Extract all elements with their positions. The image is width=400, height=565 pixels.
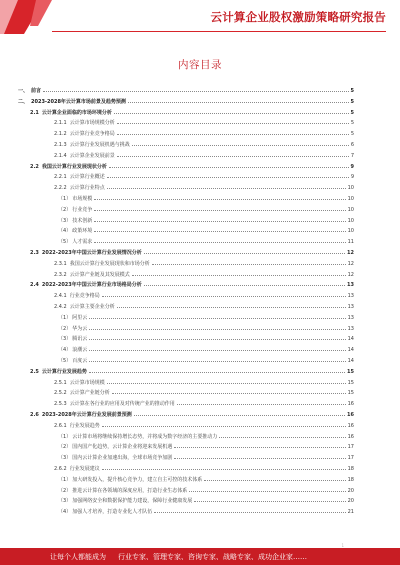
toc-entry-title: 我国云计算行业发展现状和市场分析 [69,260,150,267]
toc-entry-page: 20 [347,487,354,494]
toc-entry-page: 15 [347,368,354,375]
toc-entry-page: 13 [347,304,354,310]
toc-entry[interactable] [58,322,354,332]
toc-leader-dots [144,285,345,286]
toc-leader-dots [112,393,346,394]
toc-entry-number: 2.6.1 [54,422,67,429]
toc-entry-title: 浪潮云 [72,347,88,354]
toc-entry-title: 行业竞争格局 [69,293,100,300]
toc-entry-title: 国内国产化趋势，云计算企业将迎来发展机遇 [72,444,173,451]
toc-leader-dots [174,458,345,459]
toc-entry-title: 市场规模 [72,196,93,202]
toc-entry-title: 加强网络安全和数据保护能力建设，保障行业健康发展 [72,498,193,505]
toc-entry-number: 2.2.2 [54,185,67,192]
toc-entry-number: （3） [58,217,72,224]
toc-entry-page: 10 [347,185,354,192]
toc-entry-title: 行业发展建议 [69,466,100,472]
toc-entry-title: 阿里云 [72,314,88,321]
toc-leader-dots [102,296,346,297]
toc-entry-title: 云计算在各行业的应用及对传统产业的推动作用 [69,401,175,408]
toc-leader-dots [117,134,349,135]
page-footer [0,548,400,565]
toc-leader-dots [152,264,346,265]
toc-entry-page: 17 [347,444,354,451]
toc-entry-title: 加强人才培养，打造专业化人才队伍 [72,509,153,516]
toc-entry-title: 人才需求 [72,239,93,246]
toc-entry-title: 云计算企业发展前景 [69,152,115,159]
toc-entry-page: 12 [347,260,354,267]
toc-entry-number: 2.4.2 [54,304,67,310]
toc-entry[interactable] [58,192,354,202]
toc-entry-page: 16 [347,401,354,408]
page-header [0,0,400,34]
toc-entry-number: （2） [58,444,72,451]
toc-entry-page: 13 [347,314,354,321]
toc-entry-number: （3） [58,336,72,343]
toc-leader-dots [89,361,345,362]
toc-entry[interactable] [54,181,354,191]
toc-entry-page: 13 [347,282,354,289]
toc-leader-dots [89,339,345,340]
toc-entry-number: （4） [58,509,72,516]
toc-entry[interactable] [58,203,354,213]
toc-entry-page: 5 [350,131,354,138]
toc-entry-page: 11 [347,239,354,246]
toc-entry[interactable] [30,106,354,116]
toc-entry[interactable] [54,419,354,429]
toc-entry-number: 2.1.1 [54,120,67,127]
toc-entry[interactable] [58,224,354,234]
toc-entry-number: 2.1.3 [54,142,67,148]
toc-entry-title: 云计算市场规模分析 [69,120,115,127]
toc-entry-number: （4） [58,347,72,354]
toc-leader-dots [89,329,345,330]
toc-entry-number: 2.6 [30,412,39,418]
toc-entry-title: 百度云 [72,358,88,364]
toc-entry-title: 2022-2023年中国云计算行业发展情况分析 [41,250,142,256]
toc-entry-title: 我国云计算行业发展现状分析 [41,163,107,170]
toc-entry[interactable] [30,365,354,375]
toc-entry-page: 5 [350,120,354,127]
toc-entry-number: 2.3 [30,250,39,256]
toc-entry-title: 政策环境 [72,228,93,235]
toc-leader-dots [132,275,346,276]
toc-leader-dots [109,167,349,168]
toc-leader-dots [102,426,346,427]
toc-entry-number: （2） [58,325,72,332]
toc-entry-number: （1） [58,196,72,202]
toc-entry-number: 2.2.1 [54,174,67,181]
toc-entry[interactable] [58,354,354,364]
toc-entry-title: 技术创新 [72,217,93,224]
toc-entry-page: 6 [350,142,354,148]
toc-entry-page: 10 [347,206,354,213]
toc-entry-page: 13 [347,293,354,300]
toc-entry[interactable] [58,343,354,353]
toc-leader-dots [89,350,345,351]
toc-entry[interactable] [54,300,354,310]
toc-entry-page: 12 [347,250,354,256]
toc-entry-page: 14 [347,358,354,364]
toc-leader-dots [219,437,345,438]
toc-entry-page: 10 [347,196,354,202]
toc-entry-title: 推进云计算在各领域的深度应用，打造行业生态体系 [72,487,188,494]
toc-entry-page: 10 [347,228,354,235]
toc-entry-title: 云计算产业链及其发展模式 [69,271,130,278]
toc-entry-title: 云计算产业链分析 [69,390,110,397]
toc-entry[interactable] [54,386,354,396]
toc-entry-title: 云计算企业面临的市场环境分析 [41,109,112,116]
toc-leader-dots [89,318,345,319]
toc-entry-page: 16 [347,433,354,440]
toc-leader-dots [177,404,346,405]
toc-entry-number: （2） [58,206,72,213]
toc-leader-dots [43,91,348,92]
toc-entry-page: 16 [347,412,354,418]
toc-entry[interactable] [54,397,354,407]
toc-entry-page: 13 [347,325,354,332]
toc-leader-dots [107,188,346,189]
toc-entry-page: 14 [347,336,354,343]
toc-entry-title: 云计算市场将继续保持增长态势，并将成为数字经济的主要推动力 [72,433,218,440]
toc-entry-number: 2.1.2 [54,131,67,138]
toc-entry[interactable] [30,160,354,170]
toc-entry-page: 5 [350,109,354,116]
header-divider [52,31,386,32]
toc-entry[interactable] [58,430,354,440]
document-title: 云计算企业股权激励策略研究报告 [210,10,386,24]
toc-entry-number: 2.5.3 [54,401,67,408]
toc-entry[interactable] [30,408,354,418]
toc-entry-number: （1） [58,314,72,321]
toc-entry-title: 云计算行业发展机遇与挑战 [69,142,130,148]
toc-entry-title: 腾讯云 [72,336,88,343]
toc-leader-dots [117,307,346,308]
toc-entry-title: 行业发展趋势 [69,422,100,429]
toc-entry[interactable] [54,138,354,148]
toc-leader-dots [94,242,345,243]
toc-entry[interactable] [58,311,354,321]
toc-entry-page: 10 [347,217,354,224]
toc-heading: 内容目录 [178,59,222,71]
toc-entry[interactable] [58,235,354,245]
toc-entry[interactable] [58,484,354,494]
toc-entry[interactable] [18,84,354,94]
toc-leader-dots [94,221,345,222]
toc-entry[interactable] [54,149,354,159]
toc-entry-number: （1） [58,476,72,483]
toc-leader-dots [189,491,345,492]
toc-entry-number: 2.2 [30,163,39,170]
toc-entry-number: （5） [58,358,72,364]
toc-leader-dots [89,372,345,373]
toc-entry[interactable] [58,451,354,461]
toc-entry-page: 21 [347,509,354,516]
toc-entry-page: 20 [347,498,354,505]
toc-leader-dots [132,145,349,146]
toc-entry-number: （5） [58,239,72,246]
toc-entry-page: 9 [350,174,354,181]
toc-entry[interactable] [58,332,354,342]
toc-leader-dots [134,415,345,416]
toc-entry[interactable] [54,170,354,180]
toc-entry[interactable] [58,494,354,504]
toc-entry-title: 2022-2023年中国云计算行业市场格局分析 [41,282,142,289]
toc-entry[interactable] [58,505,354,515]
toc-entry-title: 前言 [31,88,42,94]
toc-entry-page: 15 [347,390,354,397]
toc-leader-dots [174,447,345,448]
toc-entry-number: （1） [58,433,72,440]
toc-entry[interactable] [54,257,354,267]
toc-entry-number: 一、 [18,88,29,94]
toc-entry-title: 云计算市场规模 [69,379,105,386]
toc-entry-number: （4） [58,228,72,235]
toc-entry-number: 2.6.2 [54,466,67,472]
toc-entry[interactable] [54,268,354,278]
toc-leader-dots [204,480,345,481]
toc-entry[interactable] [54,116,354,126]
toc-entry[interactable] [30,246,354,256]
page-number: 1 [341,543,344,548]
toc-entry-number: 2.5 [30,368,39,375]
toc-entry-title: 华为云 [72,325,88,332]
toc-entry-number: 2.4.1 [54,293,67,300]
toc-entry-number: 2.3.1 [54,260,67,267]
toc-entry[interactable] [54,289,354,299]
toc-entry-title: 加大研发投入，提升核心竞争力，建立自主可控的技术体系 [72,476,203,483]
toc-entry-page: 5 [350,88,354,94]
toc-entry[interactable] [58,473,354,483]
toc-entry-page: 16 [347,422,354,429]
toc-entry-page: 7 [350,152,354,159]
toc-entry-page: 5 [350,98,354,105]
toc-leader-dots [94,231,345,232]
toc-entry-page: 18 [347,466,354,472]
toc-entry-page: 14 [347,347,354,354]
toc-leader-dots [102,469,346,470]
toc-leader-dots [117,156,349,157]
toc-entry-title: 2023-2028年云计算行业发展前景预测 [41,412,132,418]
toc-entry-title: 云计算行业发展趋势 [41,368,87,375]
toc-entry-number: 二、 [18,98,29,105]
toc-leader-dots [94,210,345,211]
toc-entry-title: 国内云计算企业加速出海，全球市场竞争加剧 [72,455,173,462]
toc-leader-dots [94,199,345,200]
toc-entry-page: 18 [347,476,354,483]
toc-entry[interactable] [18,95,354,105]
toc-entry-number: 2.1 [30,109,39,116]
toc-entry-number: 2.5.1 [54,379,67,386]
toc-entry-number: （2） [58,487,72,494]
toc-entry-title: 云计算行业特点 [69,185,105,192]
toc-entry-number: 2.4 [30,282,39,289]
toc-entry-number: （3） [58,498,72,505]
toc-leader-dots [144,253,345,254]
toc-leader-dots [114,113,349,114]
toc-leader-dots [107,383,346,384]
toc-entry-number: 2.1.4 [54,152,67,159]
toc-leader-dots [107,177,349,178]
toc-leader-dots [117,123,349,124]
toc-entry-title: 2023-2028年云计算市场前景及趋势预测 [31,98,126,105]
footer-slogan-left: 让每个人都能成为 [50,553,106,561]
toc-entry-page: 15 [347,379,354,386]
toc-entry-title: 云计算主要企业分析 [69,304,115,310]
toc-leader-dots [194,501,345,502]
toc-entry-title: 行业竞争 [72,206,93,213]
toc-entry[interactable] [54,376,354,386]
toc-entry-page: 12 [347,271,354,278]
toc-entry-page: 17 [347,455,354,462]
toc-entry-title: 云计算行业竞争格局 [69,131,115,138]
toc-leader-dots [128,102,349,103]
toc-entry[interactable] [58,214,354,224]
footer-slogan-right: 行业专家、管理专家、咨询专家、战略专家、成功企业家…… [118,553,307,561]
toc-entry[interactable] [54,127,354,137]
toc-entry-number: 2.5.2 [54,390,67,397]
toc-leader-dots [154,512,345,513]
toc-entry-number: 2.3.2 [54,271,67,278]
toc-entry-page: 9 [350,163,354,170]
toc-entry[interactable] [30,278,354,288]
toc-entry-number: （3） [58,455,72,462]
toc-entry[interactable] [58,440,354,450]
toc-entry[interactable] [54,462,354,472]
toc-entry-title: 云计算行业概述 [69,174,105,181]
